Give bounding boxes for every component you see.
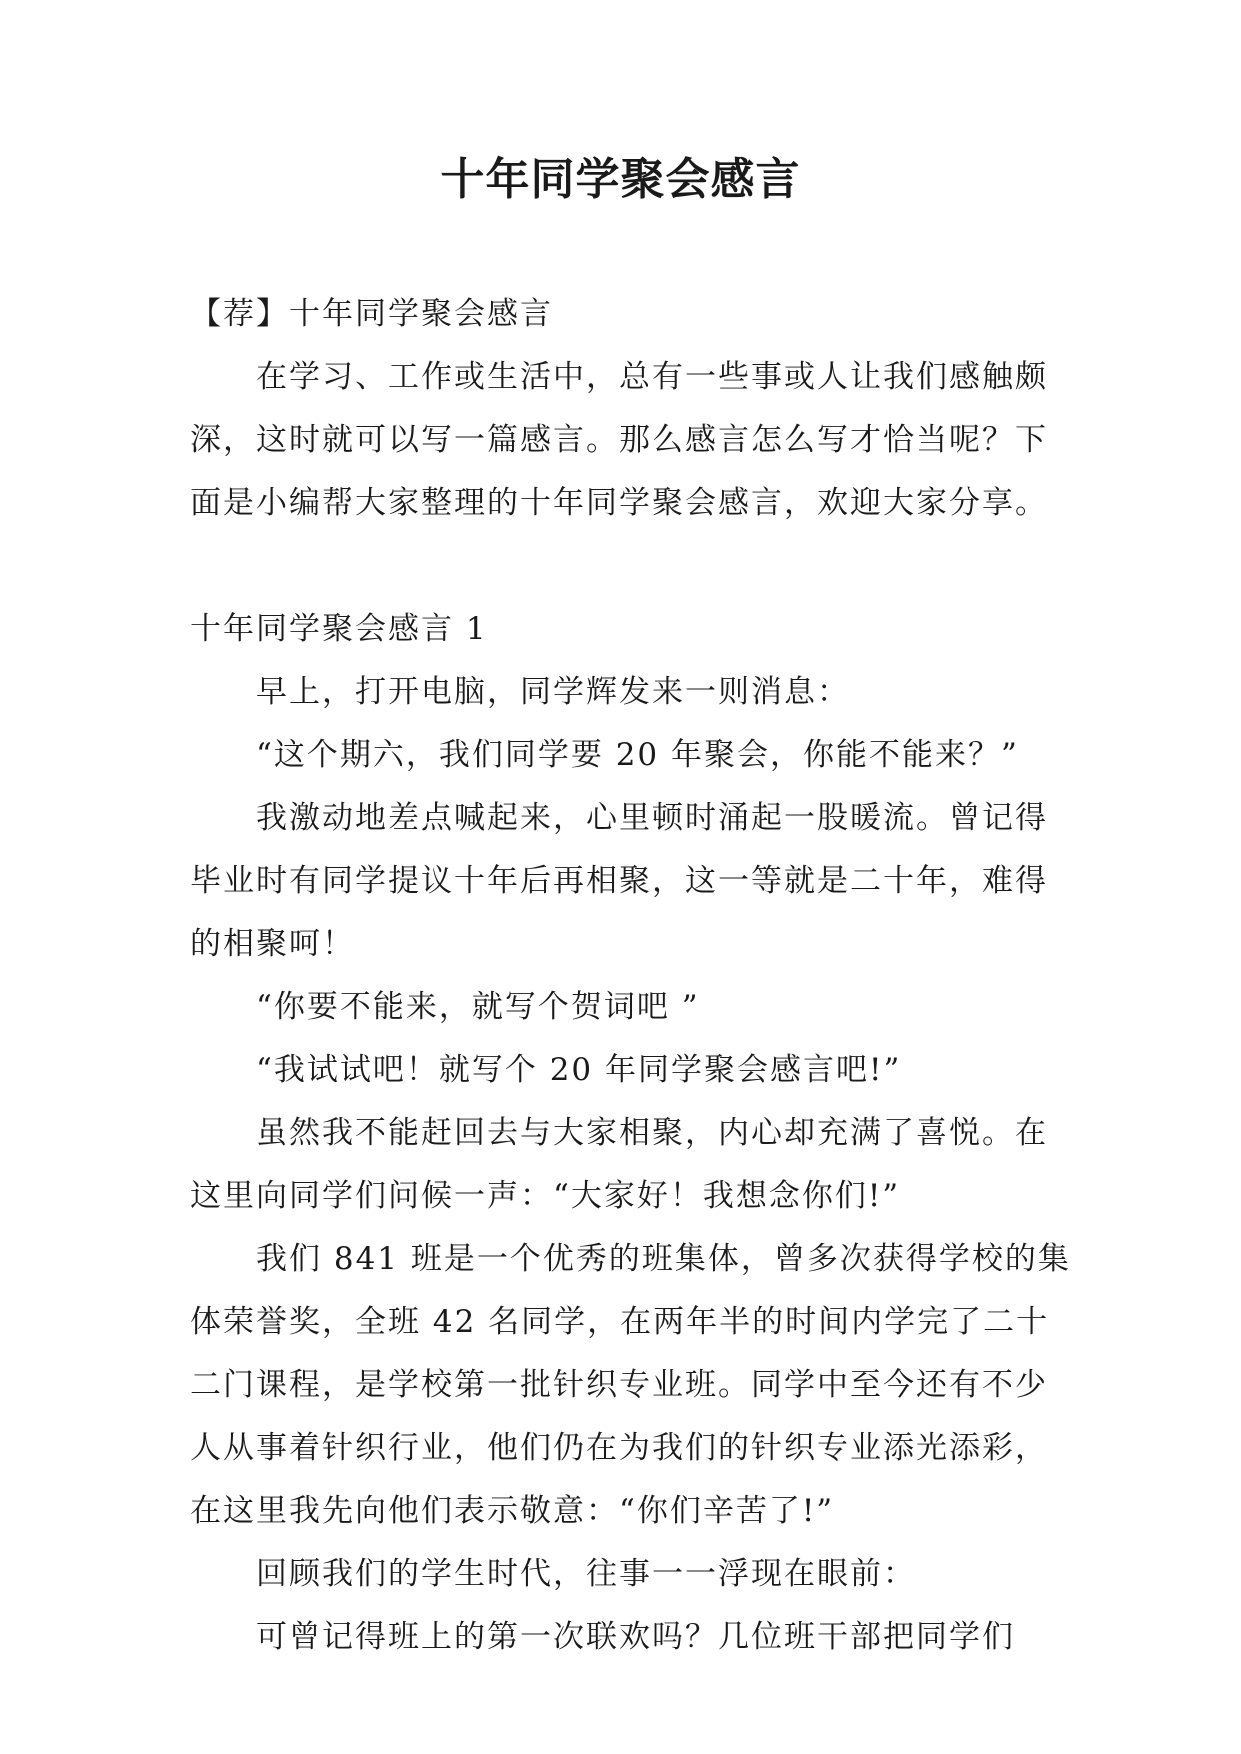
paragraph-line: 二门课程，是学校第一批针织专业班。同学中至今还有不少 <box>190 1367 1048 1403</box>
recommend-heading: 【荐】十年同学聚会感言 <box>190 296 553 332</box>
paragraph-line: “我试试吧！就写个 20 年同学聚会感言吧!” <box>256 1052 902 1088</box>
paragraph-line: 面是小编帮大家整理的十年同学聚会感言，欢迎大家分享。 <box>190 485 1048 521</box>
paragraph-line: 在这里我先向他们表示敬意：“你们辛苦了!” <box>190 1493 835 1529</box>
paragraph-line: 早上，打开电脑，同学辉发来一则消息： <box>256 674 850 710</box>
paragraph-line: 的相聚呵！ <box>190 926 355 962</box>
section-heading: 十年同学聚会感言 1 <box>190 611 488 647</box>
paragraph-line: 在学习、工作或生活中，总有一些事或人让我们感触颇 <box>256 359 1048 395</box>
paragraph-line: 体荣誉奖，全班 42 名同学，在两年半的时间内学完了二十 <box>190 1304 1050 1340</box>
paragraph-line: “这个期六，我们同学要 20 年聚会，你能不能来？” <box>256 737 1019 773</box>
paragraph-line: 人从事着针织行业，他们仍在为我们的针织专业添光添彩， <box>190 1430 1048 1466</box>
paragraph-line: 我们 841 班是一个优秀的班集体，曾多次获得学校的集 <box>256 1241 1071 1277</box>
paragraph-line: 我激动地差点喊起来，心里顿时涌起一股暖流。曾记得 <box>256 800 1048 836</box>
paragraph-line: 可曾记得班上的第一次联欢吗？几位班干部把同学们 <box>256 1619 1015 1655</box>
paragraph-line: 回顾我们的学生时代，往事一一浮现在眼前： <box>256 1556 916 1592</box>
paragraph-line: “你要不能来，就写个贺词吧 ” <box>256 989 700 1025</box>
document-body <box>190 283 1070 1669</box>
paragraph-line: 毕业时有同学提议十年后再相聚，这一等就是二十年，难得 <box>190 863 1048 899</box>
paragraph-line: 这里向同学们问候一声：“大家好！我想念你们!” <box>190 1178 901 1214</box>
document-title: 十年同学聚会感言 <box>440 154 801 205</box>
blank-line <box>190 535 1070 598</box>
paragraph-line: 虽然我不能赶回去与大家相聚，内心却充满了喜悦。在 <box>256 1115 1048 1151</box>
paragraph-line: 深，这时就可以写一篇感言。那么感言怎么写才恰当呢？下 <box>190 422 1048 458</box>
